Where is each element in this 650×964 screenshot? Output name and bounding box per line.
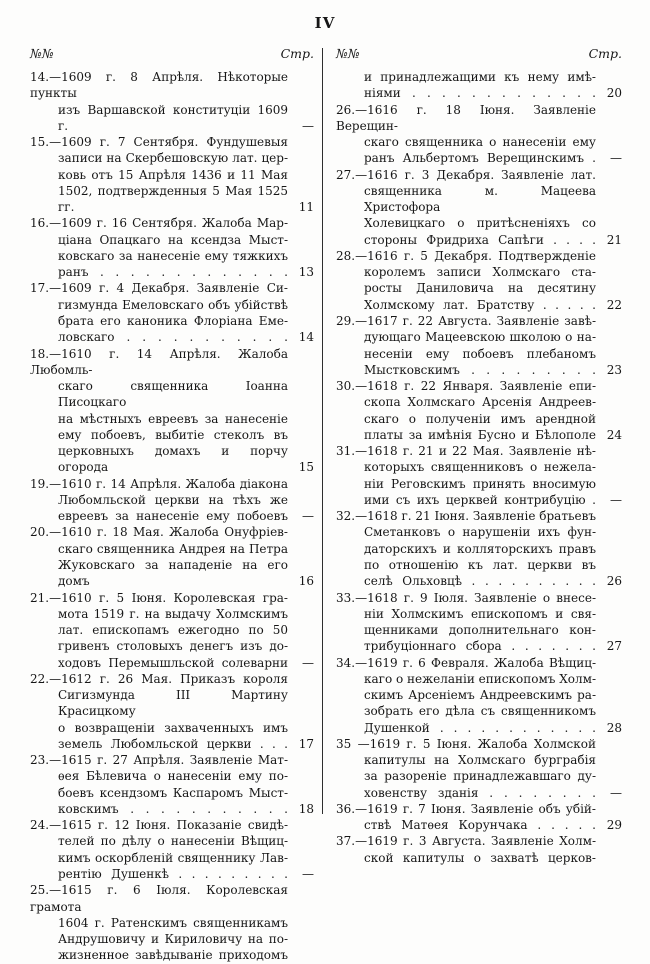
entry-first-line: 31.—1618 г. 21 и 22 Мая. Заявленіе нѣ- (336, 444, 596, 459)
entry-page-number: 14 (298, 330, 314, 345)
entry-line: лат. епископамъ ежегодно по 50 (58, 623, 288, 638)
toc-entry (30, 752, 314, 817)
entry-line: жизненное завѣдываніе приходомъ (58, 948, 288, 963)
entry-first-line: 29.—1617 г. 22 Августа. Заявленіе завѣ- (336, 313, 596, 328)
entry-line: ніями . . . . . . . . . . . . . (364, 86, 596, 101)
entry-line: королемъ записи Холмскаго ста- (364, 265, 596, 280)
entry-page-number: — (302, 118, 314, 133)
toc-entry (30, 215, 314, 280)
entry-page-number: 23 (606, 362, 622, 377)
entry-line: по отношенію къ лат. церкви въ (364, 557, 596, 572)
entry-line: ѳея Бѣлевича о нанесеніи ему по- (58, 769, 288, 784)
toc-entry (336, 102, 622, 167)
toc-entry (30, 280, 314, 345)
entry-line: ковскаго за нанесеніе ему тяжкихъ (58, 248, 288, 263)
entry-page-number: 22 (606, 297, 622, 312)
entry-line: ніи Холмскимъ епископомъ и свя- (364, 606, 596, 621)
entry-page-number: 18 (298, 801, 314, 816)
entry-number: 32.— (336, 509, 368, 524)
entry-line: боевъ ксендзомъ Каспаромъ Мыст- (58, 785, 288, 800)
entry-first-line: 21.—1610 г. 5 Іюня. Королевская гра- (30, 590, 288, 605)
entry-number: 26.— (336, 102, 368, 117)
entry-line: ніи Реговскимъ принять вносимую (364, 476, 596, 491)
entry-line: Сметанковъ о нарушеніи ихъ фун- (364, 525, 596, 540)
entry-line: записи на Скербешовскую лат. цер- (58, 151, 288, 166)
entry-line: Мыстковскимъ . . . . . . . . . (364, 362, 596, 377)
entry-line: земель Любомльской церкви . . . (58, 736, 288, 751)
entry-line: ской капитулы о захватѣ церков- (364, 850, 596, 865)
entry-line: священника м. Мацеева Христофора (364, 183, 596, 215)
entry-first-line: 20.—1610 г. 18 Мая. Жалоба Онуфріев- (30, 525, 288, 540)
entry-number: 17.— (30, 281, 62, 296)
entry-line: ціана Опацкаго на ксендза Мыст- (58, 232, 288, 247)
toc-entry (336, 833, 622, 866)
toc-entry (30, 476, 314, 525)
entry-line: гизмунда Емеловскаго объ убійствѣ (58, 297, 288, 312)
entry-number: 30.— (336, 379, 368, 394)
toc-entry (336, 508, 622, 589)
entry-line: ранъ . . . . . . . . . . . . . (58, 265, 288, 280)
entry-line: Жуковскаго за нападеніе на его домъ (58, 557, 288, 589)
entry-first-line: 35 —1619 г. 5 Іюня. Жалоба Холмской (336, 736, 596, 751)
entry-page-number: 27 (606, 639, 622, 654)
entry-number: 21.— (30, 590, 62, 605)
entry-page-number: — (302, 867, 314, 882)
entry-line: евреевъ за нанесеніе ему побоевъ (58, 509, 288, 524)
toc-entry (30, 346, 314, 476)
entries-list-right (336, 69, 622, 866)
entry-line: ранъ Альбертомъ Верещинскимъ . (364, 151, 596, 166)
entry-line: Холмскому лат. Братству . . . . . (364, 297, 596, 312)
toc-entry (336, 736, 622, 801)
entry-first-line: 25.—1615 г. 6 Іюля. Королевская грамота (30, 883, 288, 914)
entry-line: скаго священника о нанесеніи ему (364, 135, 596, 150)
entry-number: 14.— (30, 70, 62, 84)
entries-list-left (30, 69, 314, 964)
entry-line: даторскихъ и колляторскихъ правъ (364, 541, 596, 556)
entry-line: 1502, подтвержденныя 5 Мая 1525 гг. (58, 183, 288, 215)
entry-number: 28.— (336, 248, 368, 263)
entry-page-number: 26 (606, 574, 622, 589)
entry-first-line: 15.—1609 г. 7 Сентября. Фундушевыя (30, 135, 288, 150)
entry-line: ковь отъ 15 Апрѣля 1436 и 11 Мая (58, 167, 288, 182)
entry-line: платы за имѣнія Бусно и Бѣлополе (364, 427, 596, 442)
entry-page-number: 17 (298, 736, 314, 751)
entry-first-line: 22.—1612 г. 26 Мая. Приказъ короля (30, 671, 288, 686)
entry-first-line: 23.—1615 г. 27 Апрѣля. Заявленіе Мат- (30, 753, 288, 768)
entry-number: 20.— (30, 525, 62, 540)
page-column-header: Стр. (588, 46, 622, 61)
entry-line: ловскаго . . . . . . . . . . . (58, 330, 288, 345)
entry-line: ими съ ихъ церквей контрибуцію . (364, 492, 596, 507)
entry-line: рентію Душенкѣ . . . . . . . . . (58, 867, 288, 882)
entry-line: о возвращеніи захваченныхъ имъ (58, 720, 288, 735)
entry-first-line: 24.—1615 г. 12 Іюня. Показаніе свидѣ- (30, 818, 288, 833)
toc-entry (30, 524, 314, 589)
entry-number: 15.— (30, 135, 62, 150)
entry-line: Андрушовичу и Кириловичу на по- (58, 932, 288, 947)
entry-line: несеніи ему побоевъ плебаномъ (364, 346, 596, 361)
toc-entry (336, 590, 622, 655)
entry-line: скаго священника Іоанна Писоцкаго (58, 379, 288, 410)
entry-first-line: 28.—1616 г. 5 Декабря. Подтвержденіе (336, 248, 596, 263)
column-header-right (336, 46, 622, 62)
entry-line: Сигизмунда III Мартину Красицкому (58, 688, 288, 719)
entry-line: стороны Фридриха Сапѣги . . . . (364, 232, 596, 247)
entry-page-number: 28 (606, 720, 622, 735)
entry-line: скаго о полученіи имъ арендной (364, 411, 596, 426)
entry-line: изъ Варшавской конституціи 1609 г. (58, 102, 288, 133)
entry-number: 27.— (336, 167, 368, 182)
entry-number: 22.— (30, 671, 62, 686)
entry-first-line: 14.—1609 г. 8 Апрѣля. Нѣкоторые пункты (30, 70, 288, 101)
entry-first-line: 33.—1618 г. 9 Іюля. Заявленіе о внесе- (336, 590, 596, 605)
column-divider (322, 48, 323, 814)
entry-line: дующаго Мацеевскою школою о на- (364, 330, 596, 345)
entry-line: 1604 г. Ратенскимъ священникамъ (58, 915, 288, 930)
entry-number: 34.— (336, 655, 368, 670)
toc-column-left (30, 46, 314, 964)
entry-line: Душенкой . . . . . . . . . . . . (364, 720, 596, 735)
entry-page-number: 15 (298, 460, 314, 475)
toc-entry (30, 134, 314, 215)
entry-page-number: — (610, 492, 622, 507)
entry-line: скаго священника Андрея на Петра (58, 541, 288, 556)
entry-line: гривенъ столовыхъ денегъ изъ до- (58, 639, 288, 654)
entry-line: трибуціоннаго сбора . . . . . . . (364, 639, 596, 654)
toc-entry (336, 378, 622, 443)
entry-page-number: 13 (298, 265, 314, 280)
entry-line: телей по дѣлу о нанесеніи Вѣщиц- (58, 834, 288, 849)
toc-entry (336, 248, 622, 313)
entry-line: за разореніе принадлежавшаго ду- (364, 769, 596, 784)
entry-line: на мѣстныхъ евреевъ за нанесеніе (58, 411, 288, 426)
entry-line: церковныхъ домахъ и порчу огорода (58, 444, 288, 475)
entry-line: которыхъ священниковъ о нежела- (364, 460, 596, 475)
numbers-column-header: №№ (336, 46, 360, 61)
entry-line: ходовъ Перемышльской солеварни (58, 655, 288, 670)
toc-column-right (336, 46, 622, 866)
entry-number: 18.— (30, 346, 62, 361)
entry-line: зобрать его дѣла съ священникомъ (364, 704, 596, 719)
entry-page-number: 21 (606, 232, 622, 247)
entry-page-number: 24 (606, 427, 622, 442)
numbers-column-header: №№ (30, 46, 54, 61)
entry-line: ховенству зданія . . . . . . . . (364, 785, 596, 800)
entry-line: скопа Холмскаго Арсенія Андреев- (364, 395, 596, 410)
entry-first-line: 36.—1619 г. 7 Іюня. Заявленіе объ убій- (336, 801, 596, 816)
entry-number: 16.— (30, 216, 62, 231)
entry-line: брата его каноника Флоріана Еме- (58, 313, 288, 328)
toc-entry (30, 817, 314, 882)
entry-first-line: 34.—1619 г. 6 Февраля. Жалоба Вѣщиц- (336, 655, 596, 670)
entry-line: ствѣ Матѳея Корунчака . . . . . (364, 818, 596, 833)
entry-line: ему побоевъ, выбитіе стеколъ въ (58, 427, 288, 442)
entry-line: Холевицкаго о притѣсненіяхъ со (364, 216, 596, 231)
entry-page-number: 20 (606, 86, 622, 101)
entry-line: мота 1519 г. на выдачу Холмскимъ (58, 606, 288, 621)
entry-line: Любомльской церкви на тѣхъ же (58, 492, 288, 507)
entry-page-number: — (610, 785, 622, 800)
entry-number: 29.— (336, 313, 368, 328)
entry-page-number: — (610, 151, 622, 166)
entry-line: щенниками дополнительнаго кон- (364, 623, 596, 638)
entry-page-number: — (302, 655, 314, 670)
entry-first-line: 32.—1618 г. 21 Іюня. Заявленіе братьевъ (336, 509, 596, 524)
entry-first-line: 27.—1616 г. 3 Декабря. Заявленіе лат. (336, 167, 596, 182)
entry-first-line: 37.—1619 г. 3 Августа. Заявленіе Холм- (336, 834, 596, 849)
entry-first-line: 18.—1610 г. 14 Апрѣля. Жалоба Любомль- (30, 346, 288, 377)
page-column-header: Стр. (280, 46, 314, 61)
entry-first-line: 19.—1610 г. 14 Апрѣля. Жалоба діакона (30, 476, 288, 491)
toc-entry (336, 69, 622, 102)
toc-entry (336, 313, 622, 378)
entry-number: 25.— (30, 883, 62, 898)
entry-first-line: и принадлежащими къ нему имѣ- (364, 70, 596, 84)
entry-first-line: 30.—1618 г. 22 Января. Заявленіе епи- (336, 379, 596, 394)
entry-page-number: 16 (298, 574, 314, 589)
toc-entry (30, 69, 314, 134)
entry-number: 36.— (336, 801, 368, 816)
entry-line: ковскимъ . . . . . . . . . . . (58, 801, 288, 816)
entry-number: 33.— (336, 590, 368, 605)
toc-entry (336, 655, 622, 736)
entry-line: скимъ Арсеніемъ Андреевскимъ ра- (364, 688, 596, 703)
toc-entry (30, 882, 314, 963)
entry-number: 37.— (336, 834, 368, 849)
column-header-left (30, 46, 314, 62)
entry-line: капитулы на Холмскаго бурграбія (364, 753, 596, 768)
entry-number: 19.— (30, 476, 62, 491)
entry-page-number: 29 (606, 818, 622, 833)
page-folio-number: IV (314, 14, 336, 32)
toc-entry (30, 671, 314, 752)
entry-number: 35 — (336, 736, 370, 751)
toc-entry (336, 443, 622, 508)
entry-number: 31.— (336, 444, 368, 459)
entry-number: 23.— (30, 753, 62, 768)
entry-first-line: 26.—1616 г. 18 Іюня. Заявленіе Верещин- (336, 102, 596, 133)
toc-entry (30, 590, 314, 671)
entry-line: росты Даниловича на десятину (364, 281, 596, 296)
toc-entry (336, 167, 622, 248)
entry-first-line: 16.—1609 г. 16 Сентября. Жалоба Мар- (30, 216, 288, 231)
entry-page-number: 11 (298, 200, 314, 215)
entry-page-number: — (302, 509, 314, 524)
entry-line: селѣ Ольховцѣ . . . . . . . . . . (364, 574, 596, 589)
entry-line: кимъ оскорбленій священнику Лав- (58, 850, 288, 865)
entry-first-line: 17.—1609 г. 4 Декабря. Заявленіе Си- (30, 281, 288, 296)
entry-line: каго о нежеланіи епископомъ Холм- (364, 671, 597, 686)
toc-entry (336, 801, 622, 834)
entry-number: 24.— (30, 818, 62, 833)
